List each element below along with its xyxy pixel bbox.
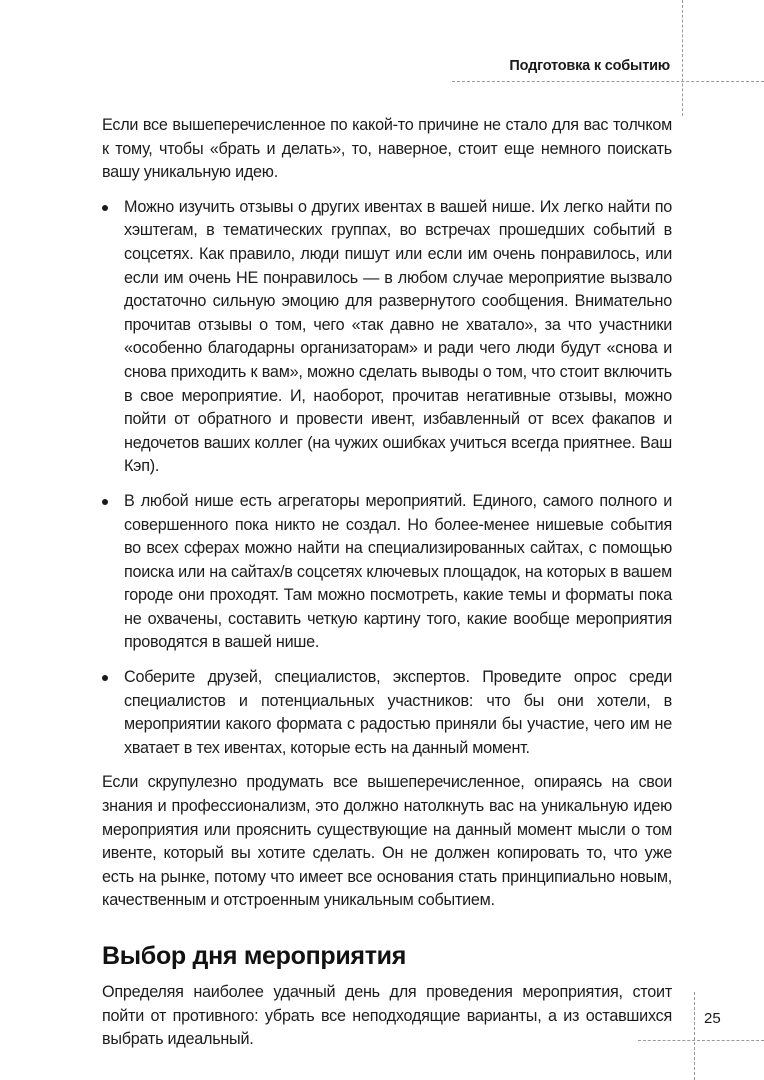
page-content — [102, 114, 672, 1052]
bullet-icon — [102, 675, 108, 681]
bullet-list — [102, 196, 672, 761]
crop-guide-top-vertical — [682, 0, 683, 116]
intro-paragraph: Если все вышеперечисленное по какой-то причине не стало для вас толчком к тому, чтобы «брать и делать», то, наверное, стоит еще немного поискать вашу уникальную идею. — [102, 116, 672, 182]
crop-guide-bottom-vertical — [694, 992, 695, 1080]
crop-guide-top-horizontal — [452, 81, 764, 82]
list-item-text: Можно изучить отзывы о других ивентах в вашей нише. Их легко найти по хэштегам, в тематических группах, во встречах прошедших событий в соцсетях. Как правило, люди пишут или если им очень понравилось, или если им очень НЕ понравилось — в любом случае мероприятие вызвало достаточно сильную эмоцию для развернутого сообщения. Внимательно прочитав отзывы о том, чего «так давно не хватало», за что участники «особенно благодарны организаторам» и ради чего люди будут «снова и снова приходить к вам», можно сделать выводы о том, что стоит включить в свое мероприятие. И, наоборот, прочитав негативные отзывы, можно пойти от обратного и провести ивент, избавленный от всех факапов и недочетов ваших коллег (на чужих ошибках учиться всегда приятнее. Ваш Кэп). — [124, 197, 672, 476]
conclusion-paragraph: Если скрупулезно продумать все вышеперечисленное, опираясь на свои знания и профессионализм, это должно натолкнуть вас на уникальную идею мероприятия или прояснить существующие на данный момент мысли о том ивенте, который вы хотите сделать. Он не должен копировать то, что уже есть на рынке, потому что имеет все основания стать принципиально новым, качественным и отстроенным уникальным событием. — [102, 773, 672, 910]
section-paragraph: Определяя наиболее удачный день для проведения мероприятия, стоит пойти от противного: убрать все неподходящие варианты, а из оставшихся выбрать идеальный. — [102, 983, 672, 1049]
list-item-text: В любой нише есть агрегаторы мероприятий. Единого, самого полного и совершенного пока никто не создал. Но более-менее нишевые события во всех сферах можно найти на специализированных сайтах, с помощью поиска или на сайтах/в соцсетях ключевых площадок, на которых в вашем городе они проходят. Там можно посмотреть, какие темы и форматы пока не охвачены, составить четкую картину того, какие вообще мероприятия проводятся в вашей нише. — [124, 491, 672, 652]
section-heading: Выбор дня мероприятия — [102, 942, 407, 970]
list-item — [102, 666, 672, 760]
running-header: Подготовка к событию — [509, 58, 670, 74]
page-number: 25 — [704, 1010, 721, 1027]
list-item — [102, 196, 672, 479]
crop-guide-bottom-horizontal — [638, 1040, 764, 1041]
bullet-icon — [102, 499, 108, 505]
bullet-icon — [102, 205, 108, 211]
list-item-text: Соберите друзей, специалистов, экспертов. Проведите опрос среди специалистов и потенциальных участников: что бы они хотели, в мероприятии какого формата с радостью приняли бы участие, чего им не хватает в тех ивентах, которые есть на данный момент. — [124, 668, 672, 757]
list-item — [102, 490, 672, 655]
